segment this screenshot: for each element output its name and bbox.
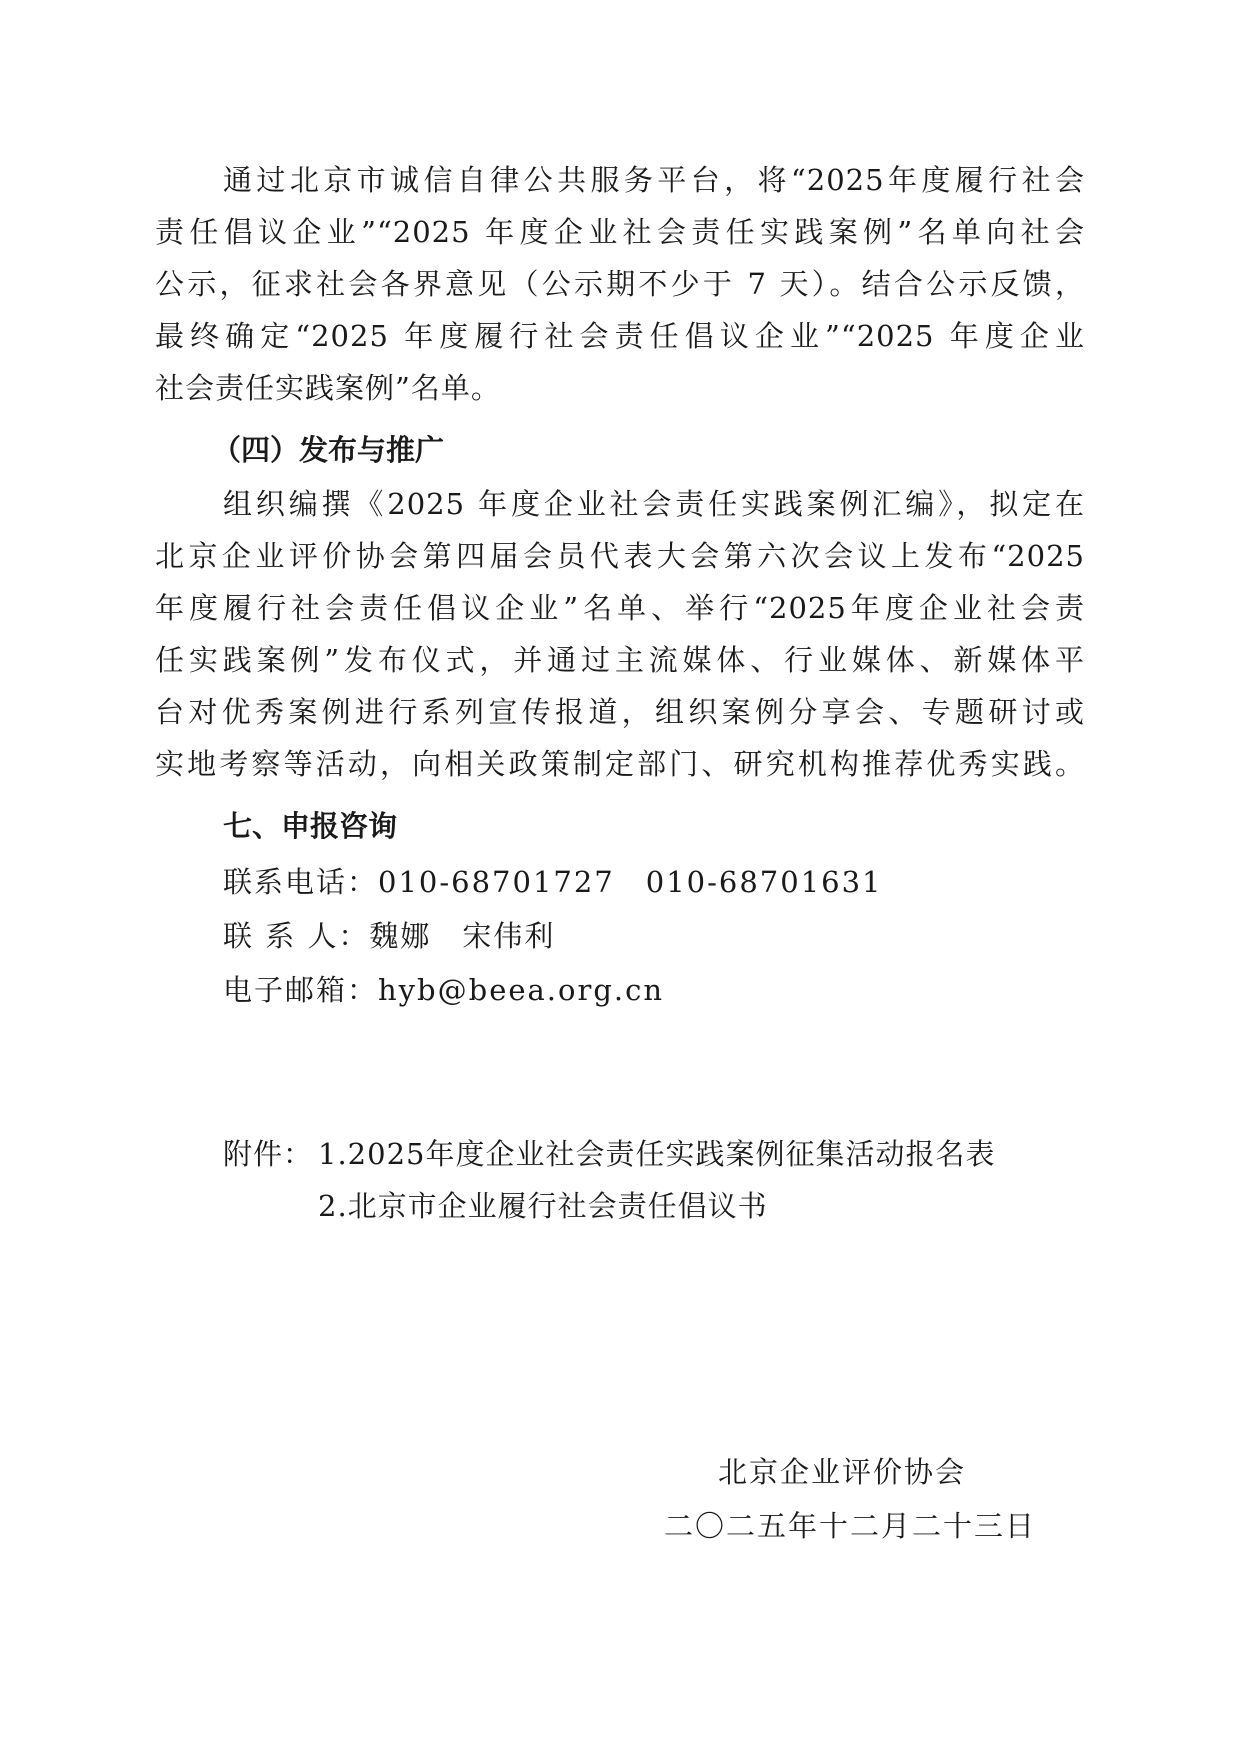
paragraph1-line-5: 社会责任实践案例”名单。 xyxy=(155,371,501,405)
paragraph2-line-5: 台对优秀案例进行系列宣传报道，组织案例分享会、专题研讨或 xyxy=(155,695,1085,729)
attachment-item-2: 2.北京市企业履行社会责任倡议书 xyxy=(318,1189,768,1223)
contact-person: 联 系 人：魏娜 宋伟利 xyxy=(223,919,556,953)
paragraph2-line-2: 北京企业评价协会第四届会员代表大会第六次会议上发布“2025 xyxy=(155,539,1085,573)
signature-date: 二〇二五年十二月二十三日 xyxy=(664,1509,1037,1543)
paragraph2-line-4: 任实践案例”发布仪式，并通过主流媒体、行业媒体、新媒体平 xyxy=(155,643,1085,677)
paragraph1-line-2: 责任倡议企业”“2025 年度企业社会责任实践案例”名单向社会 xyxy=(155,215,1085,249)
contact-email: 电子邮箱：hyb@beea.org.cn xyxy=(223,973,665,1007)
contact-phone: 联系电话：010-68701727 010-68701631 xyxy=(223,865,883,899)
attachment-item-1: 1.2025年度企业社会责任实践案例征集活动报名表 xyxy=(318,1137,996,1171)
paragraph1-line-3: 公示，征求社会各界意见（公示期不少于 7 天）。结合公示反馈， xyxy=(155,267,1085,301)
section4-heading: （四）发布与推广 xyxy=(212,433,445,467)
paragraph2-line-1: 组织编撰《2025 年度企业社会责任实践案例汇编》，拟定在 xyxy=(223,487,1085,521)
paragraph1-line-1: 通过北京市诚信自律公共服务平台，将“2025年度履行社会 xyxy=(223,163,1085,197)
paragraph2-line-6: 实地考察等活动，向相关政策制定部门、研究机构推荐优秀实践。 xyxy=(155,747,1085,781)
signature-org: 北京企业评价协会 xyxy=(718,1455,967,1489)
paragraph1-line-4: 最终确定“2025 年度履行社会责任倡议企业”“2025 年度企业 xyxy=(155,319,1085,353)
section7-heading: 七、申报咨询 xyxy=(223,809,398,843)
paragraph2-line-3: 年度履行社会责任倡议企业”名单、举行“2025年度企业社会责 xyxy=(155,591,1085,625)
attachments-label: 附件： xyxy=(223,1137,314,1171)
